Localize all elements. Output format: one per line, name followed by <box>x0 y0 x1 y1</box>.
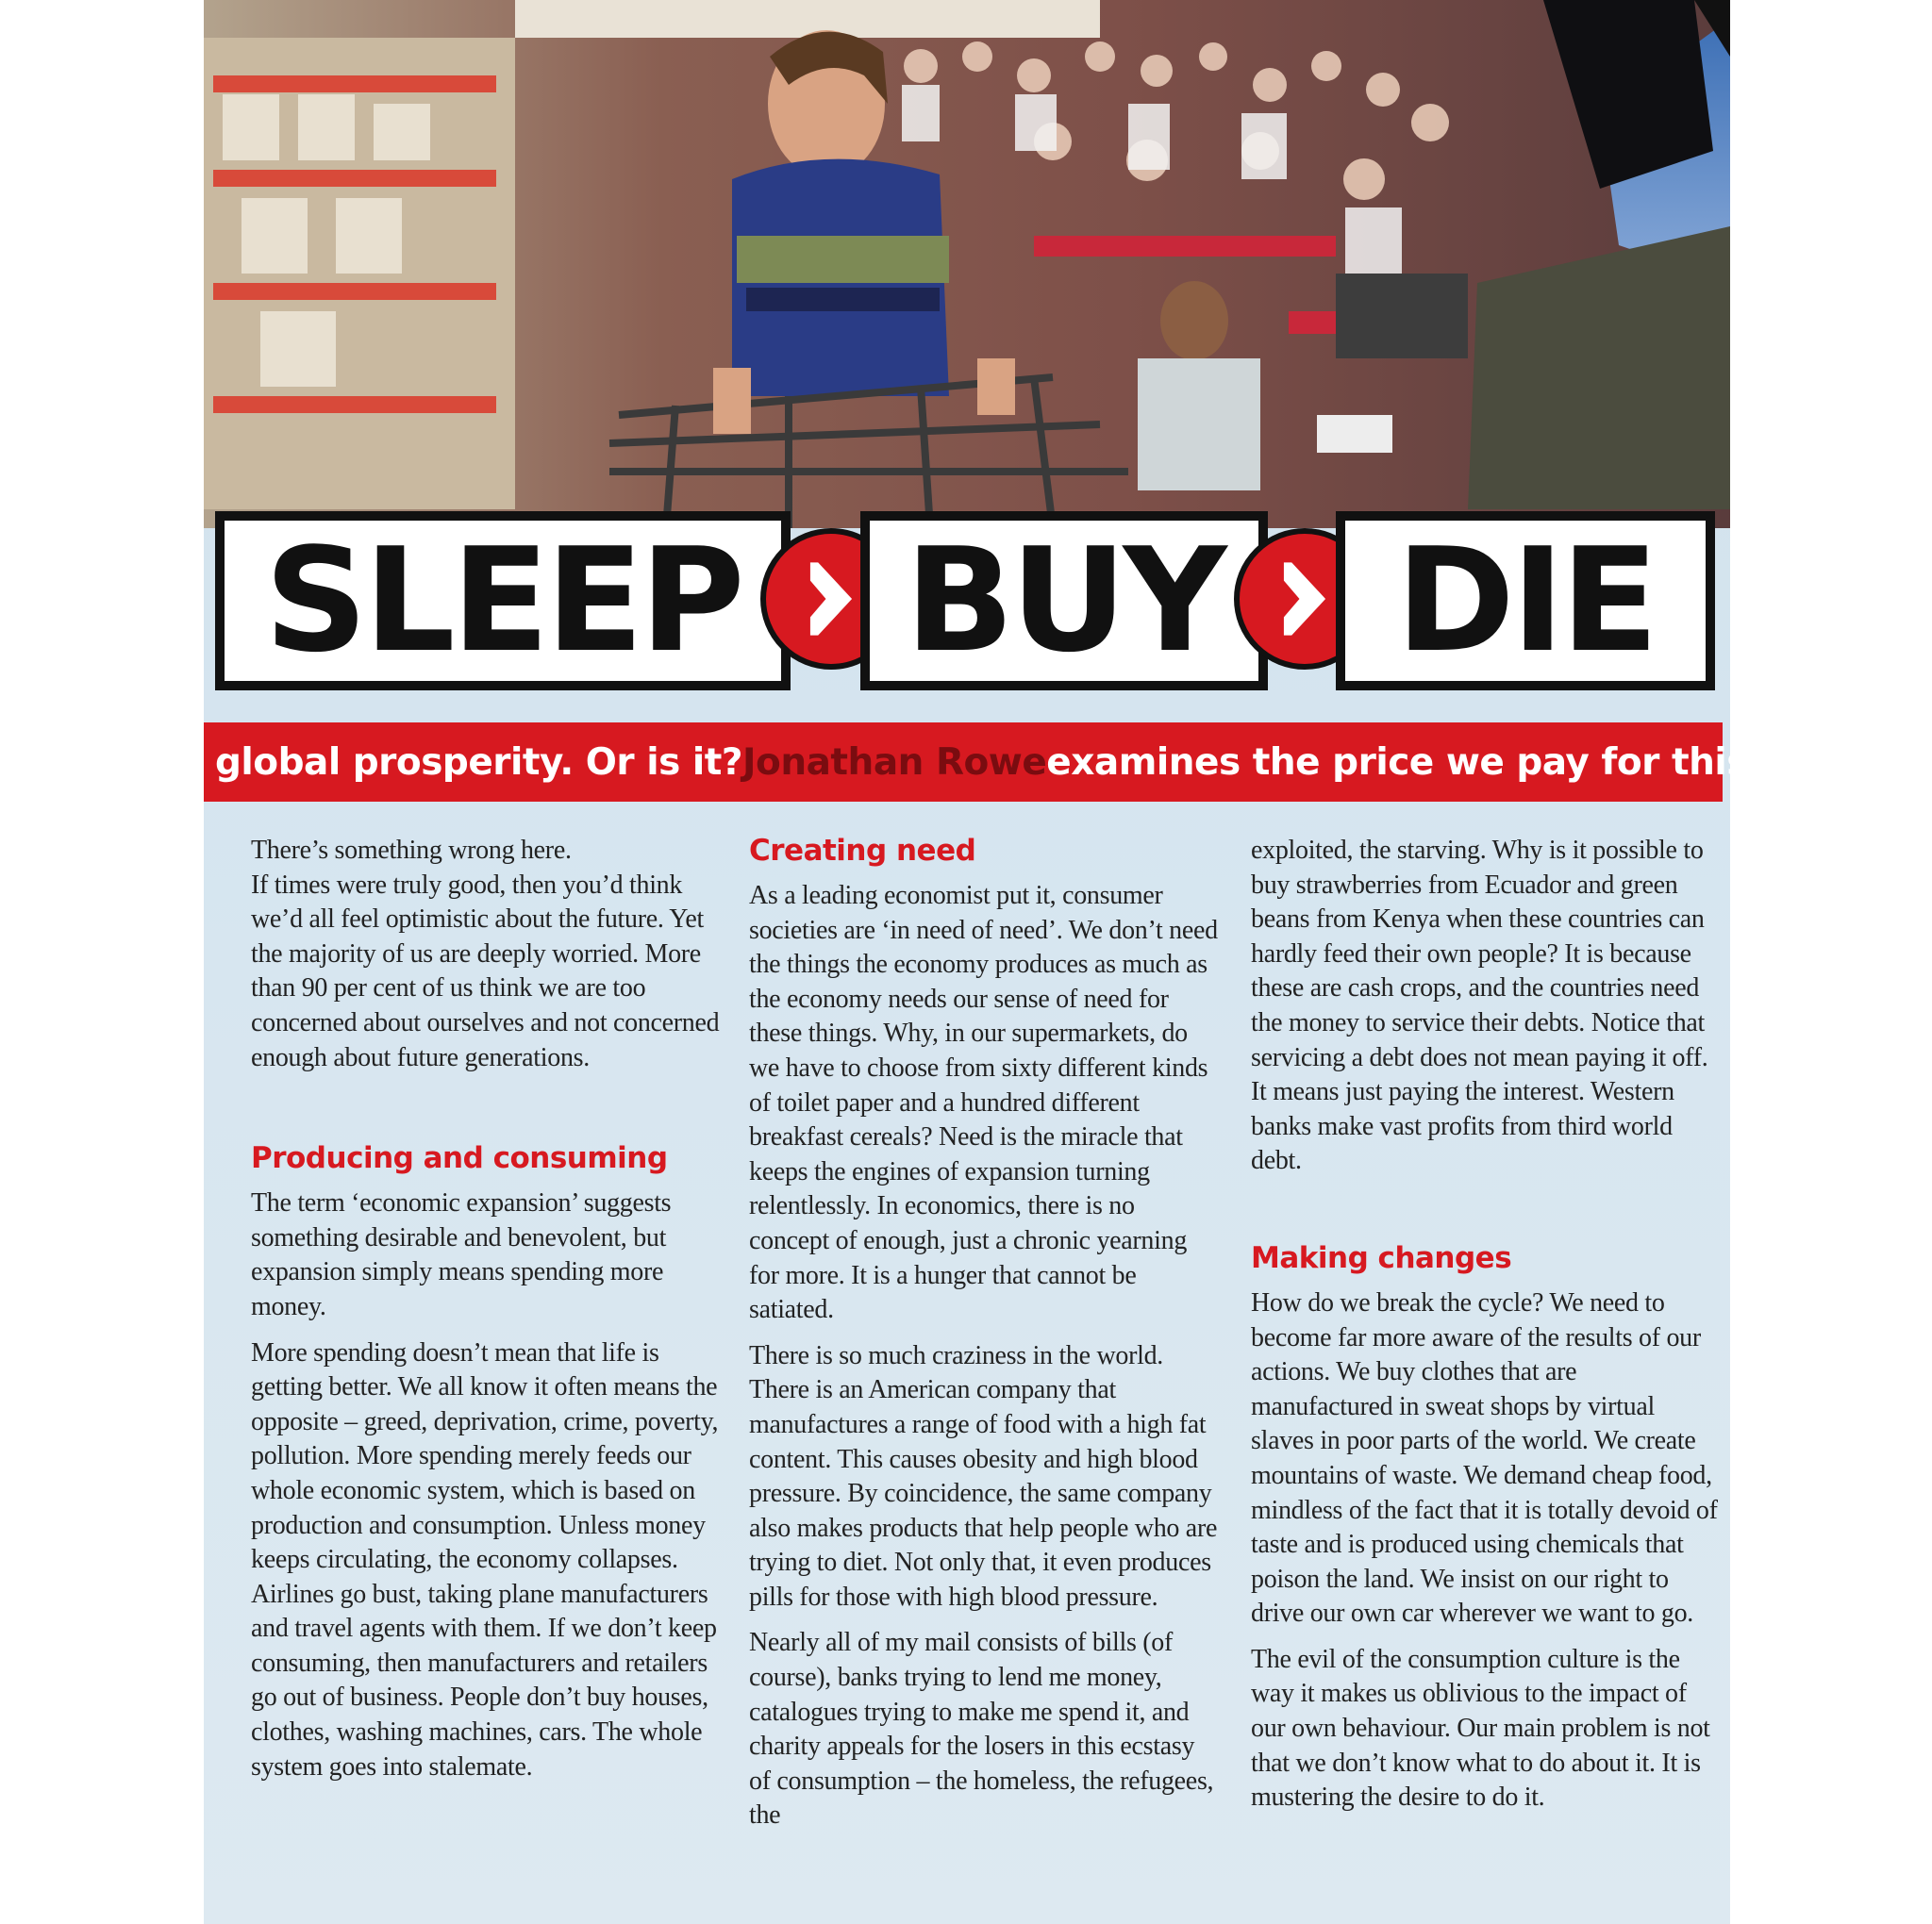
paragraph: The evil of the consumption culture is the way it makes us oblivious to the impact of our own behaviour. Our main problem is not that we don’t know what to do about it. It is mustering the desire to do it. <box>1251 1644 1710 1813</box>
title-box-buy <box>860 511 1268 690</box>
title-word-die: DIE <box>1395 517 1656 684</box>
photo-illustration <box>204 0 1730 528</box>
article-column-3 <box>1251 834 1723 1827</box>
section-heading-making-changes: Making changes <box>1251 1240 1512 1275</box>
article-column-1 <box>251 834 723 1796</box>
standfirst-rest: examines the price we pay for this growth <box>1046 740 1906 784</box>
title-word-buy: BUY <box>905 517 1224 684</box>
intro-line: There’s something wrong here. <box>251 836 572 865</box>
spacer <box>1251 1190 1723 1237</box>
paragraph: There is so much craziness in the world. There is an American company that manufactures a range of food with a high fat content. This causes obesity and high blood pressure. By coincidence, the same company also makes products that help people who are trying to diet. Not only that, it even produces pills for those with high blood pressure. <box>749 1340 1218 1612</box>
paragraph: How do we break the cycle? We need to become far more aware of the results of our actions. We buy clothes that are manufactured in sweat shops by virtual slaves in poor parts of the world. We create mountains of waste. We demand cheap food, mindless of the fact that it is totally devoid of taste and is produced using chemicals that poison the land. We insist on our right to drive our own car wherever we want to go. <box>1251 1287 1718 1629</box>
paragraph: If times were truly good, then you’d think we’d all feel optimistic about the future. Yet the majority of us are deeply worried. More than 90 per cent of us think we are too concerned about ourselves and not concerned enough about future generations. <box>251 870 720 1072</box>
section-heading-producing: Producing and consuming <box>251 1141 668 1176</box>
paragraph: Nearly all of my mail consists of bills (of course), banks trying to lend me money, catalogues trying to make me spend it, and charity appeals for the losers in this ecstasy of consumption – the homeless, the refugees, the <box>749 1628 1214 1831</box>
paragraph: More spending doesn’t mean that life is getting better. We all know it often means the opposite – greed, deprivation, crime, poverty, pollution. More spending merely feeds our whole economic system, which is based on production and consumption. Unless money keeps circulating, the economy collapses. Airlines go bust, taking plane manufacturers and travel agents with them. If we don’t keep consuming, then manufacturers and retailers go out of business. People don’t buy houses, clothes, washing machines, cars. The whole system goes into stalemate. <box>251 1337 719 1782</box>
paragraph: exploited, the starving. Why is it possible to buy strawberries from Ecuador and green beans from Kenya when these countries can hardly feed their own people? It is because these are cash crops, and the countries need the money to service their debts. Notice that servicing a debt does not mean paying it off. It means just paying the interest. Western banks make vast profits from third world debt. <box>1251 836 1708 1176</box>
title-box-die <box>1336 511 1715 690</box>
paragraph: The term ‘economic expansion’ suggests something desirable and benevolent, but expansion simply means spending more money. <box>251 1188 672 1321</box>
title-box-sleep <box>215 511 791 690</box>
standfirst-lead: global prosperity. Or is it? <box>215 740 743 784</box>
author-name: Jonathan Rowe <box>742 740 1047 784</box>
spacer <box>251 1086 723 1137</box>
standfirst-banner <box>204 722 1906 802</box>
magazine-page <box>204 0 1906 1924</box>
paragraph: As a leading economist put it, consumer societies are ‘in need of need’. We don’t need the things the economy produces as much as the economy needs our sense of need for these things. Why, in our supermarkets, do we have to choose from sixty different kinds of toilet paper and a hundred different breakfast cereals? Need is the miracle that keeps the engines of expansion turning relentlessly. In economics, there is no concept of enough, just a chronic yearning for more. It is a hunger that cannot be satiated. <box>749 881 1218 1325</box>
title-word-sleep: SLEEP <box>264 517 741 684</box>
headline <box>204 511 1730 696</box>
supermarket-photo-collage <box>204 0 1730 528</box>
article-column-2 <box>749 830 1221 1845</box>
section-heading-creating-need: Creating need <box>749 834 976 868</box>
